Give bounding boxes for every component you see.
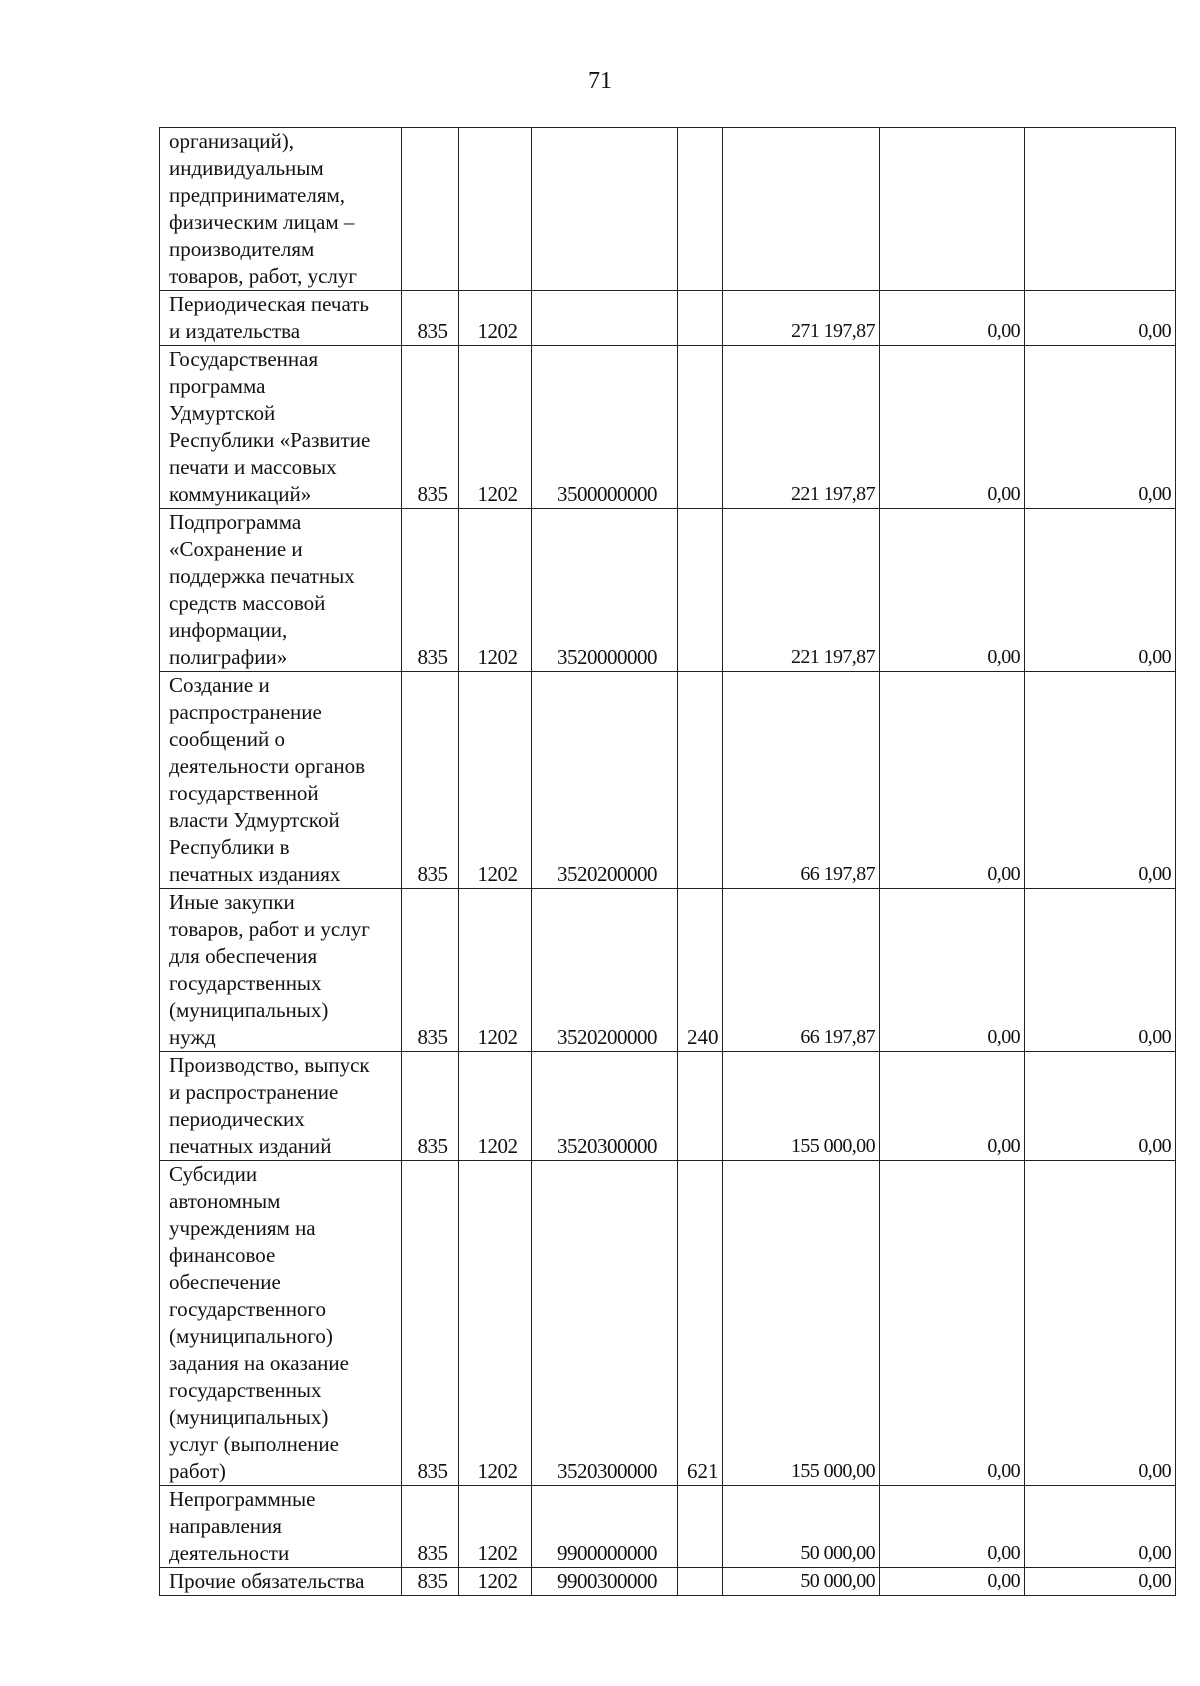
amount-year-3-cell: 0,00 [1025,889,1176,1052]
amount-year-2-cell: 0,00 [880,509,1025,672]
amount-year-3-cell: 0,00 [1025,1161,1176,1486]
target-article-cell [532,291,678,346]
budget-table-body [160,128,1176,1596]
target-article-cell: 3500000000 [532,346,678,509]
ved-code-cell: 835 [402,1161,459,1486]
target-article-cell: 3520300000 [532,1052,678,1161]
section-code-cell: 1202 [459,509,532,672]
target-article-cell: 3520200000 [532,889,678,1052]
page-number: 71 [588,68,612,94]
ved-code-cell: 835 [402,1486,459,1568]
section-code-cell [459,128,532,291]
table-row [160,1486,1176,1568]
ved-code-cell [402,128,459,291]
amount-year-1-cell: 221 197,87 [723,346,880,509]
table-row [160,1568,1176,1596]
target-article-cell: 3520200000 [532,672,678,889]
row-name-cell: Непрограммные направления деятельности [160,1486,402,1568]
amount-year-2-cell: 0,00 [880,1161,1025,1486]
row-name-cell: организаций), индивидуальным предпринимателям, физическим лицам – производителям товаров, работ, услуг [160,128,402,291]
section-code-cell: 1202 [459,346,532,509]
amount-year-1-cell: 66 197,87 [723,889,880,1052]
table-row [160,672,1176,889]
expense-type-cell [678,1568,723,1596]
amount-year-2-cell: 0,00 [880,346,1025,509]
amount-year-3-cell: 0,00 [1025,291,1176,346]
amount-year-3-cell [1025,128,1176,291]
amount-year-2-cell: 0,00 [880,291,1025,346]
table-row [160,1052,1176,1161]
amount-year-2-cell: 0,00 [880,1568,1025,1596]
row-name-cell: Прочие обязательства [160,1568,402,1596]
target-article-cell: 3520000000 [532,509,678,672]
table-row [160,509,1176,672]
amount-year-1-cell: 221 197,87 [723,509,880,672]
ved-code-cell: 835 [402,1052,459,1161]
expense-type-cell [678,1052,723,1161]
amount-year-1-cell: 155 000,00 [723,1161,880,1486]
amount-year-3-cell: 0,00 [1025,672,1176,889]
section-code-cell: 1202 [459,1161,532,1486]
row-name-cell: Создание и распространение сообщений о деятельности органов государственной власти Удмуртской Республики в печатных изданиях [160,672,402,889]
amount-year-2-cell: 0,00 [880,1052,1025,1161]
section-code-cell: 1202 [459,1568,532,1596]
amount-year-1-cell: 155 000,00 [723,1052,880,1161]
budget-table [159,127,1176,1596]
section-code-cell: 1202 [459,889,532,1052]
expense-type-cell: 621 [678,1161,723,1486]
amount-year-3-cell: 0,00 [1025,1052,1176,1161]
amount-year-1-cell: 271 197,87 [723,291,880,346]
amount-year-2-cell [880,128,1025,291]
amount-year-3-cell: 0,00 [1025,1486,1176,1568]
row-name-cell: Производство, выпуск и распространение периодических печатных изданий [160,1052,402,1161]
amount-year-2-cell: 0,00 [880,889,1025,1052]
expense-type-cell [678,128,723,291]
expense-type-cell: 240 [678,889,723,1052]
row-name-cell: Государственная программа Удмуртской Республики «Развитие печати и массовых коммуникаций» [160,346,402,509]
ved-code-cell: 835 [402,509,459,672]
target-article-cell: 3520300000 [532,1161,678,1486]
amount-year-1-cell: 66 197,87 [723,672,880,889]
amount-year-3-cell: 0,00 [1025,1568,1176,1596]
target-article-cell [532,128,678,291]
expense-type-cell [678,509,723,672]
ved-code-cell: 835 [402,346,459,509]
row-name-cell: Иные закупки товаров, работ и услуг для обеспечения государственных (муниципальных) нужд [160,889,402,1052]
section-code-cell: 1202 [459,1052,532,1161]
amount-year-1-cell [723,128,880,291]
table-row [160,291,1176,346]
section-code-cell: 1202 [459,672,532,889]
amount-year-3-cell: 0,00 [1025,509,1176,672]
ved-code-cell: 835 [402,291,459,346]
row-name-cell: Субсидии автономным учреждениям на финансовое обеспечение государственного (муниципального) задания на оказание государственных (муниципальных) услуг (выполнение работ) [160,1161,402,1486]
ved-code-cell: 835 [402,672,459,889]
expense-type-cell [678,346,723,509]
expense-type-cell [678,1486,723,1568]
target-article-cell: 9900300000 [532,1568,678,1596]
row-name-cell: Периодическая печать и издательства [160,291,402,346]
amount-year-1-cell: 50 000,00 [723,1568,880,1596]
table-row [160,1161,1176,1486]
table-row [160,889,1176,1052]
section-code-cell: 1202 [459,1486,532,1568]
expense-type-cell [678,291,723,346]
target-article-cell: 9900000000 [532,1486,678,1568]
section-code-cell: 1202 [459,291,532,346]
ved-code-cell: 835 [402,889,459,1052]
table-row [160,346,1176,509]
row-name-cell: Подпрограмма «Сохранение и поддержка печатных средств массовой информации, полиграфии» [160,509,402,672]
amount-year-2-cell: 0,00 [880,1486,1025,1568]
table-row [160,128,1176,291]
ved-code-cell: 835 [402,1568,459,1596]
amount-year-2-cell: 0,00 [880,672,1025,889]
amount-year-1-cell: 50 000,00 [723,1486,880,1568]
amount-year-3-cell: 0,00 [1025,346,1176,509]
expense-type-cell [678,672,723,889]
